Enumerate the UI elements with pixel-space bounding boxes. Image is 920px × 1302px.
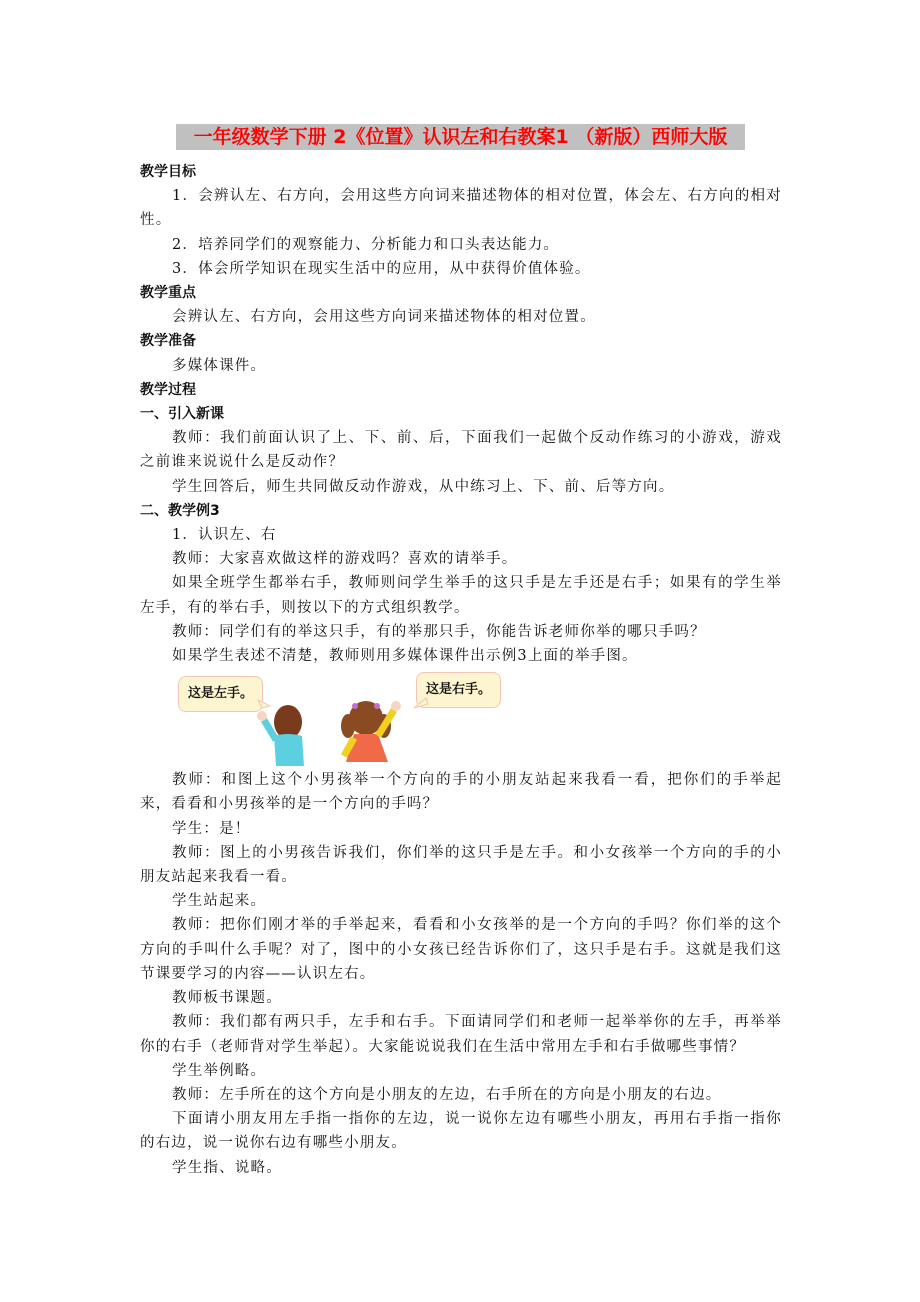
paragraph: 教师：图上的小男孩告诉我们，你们举的这只手是左手。和小女孩举一个方向的手的小朋友站起来我看一看。 bbox=[140, 844, 782, 886]
paragraph: 2．培养同学们的观察能力、分析能力和口头表达能力。 bbox=[172, 236, 560, 253]
section-heading: 教学目标 bbox=[140, 164, 196, 180]
paragraph: 学生：是！ bbox=[172, 820, 251, 837]
paragraph: 学生指、说略。 bbox=[172, 1159, 282, 1176]
document-title: 一年级数学下册 2《位置》认识左和右教案1 （新版）西师大版 bbox=[176, 124, 745, 150]
paragraph: 教师：把你们刚才举的手举起来，看看和小女孩举的是一个方向的手吗？你们举的这个方向的手叫什么手呢？对了，图中的小女孩已经告诉你们了，这只手是右手。这就是我们这节课要学习的内容——认识左右。 bbox=[140, 917, 782, 982]
paragraph: 下面请小朋友用左手指一指你的左边，说一说你左边有哪些小朋友，再用右手指一指你的右边，说一说你右边有哪些小朋友。 bbox=[140, 1111, 782, 1152]
section-heading: 二、教学例3 bbox=[140, 502, 220, 519]
paragraph: 教师：左手所在的这个方向是小朋友的左边，右手所在的方向是小朋友的右边。 bbox=[172, 1086, 722, 1103]
paragraph: 学生回答后，师生共同做反动作游戏，从中练习上、下、前、后等方向。 bbox=[172, 478, 675, 495]
paragraph: 如果全班学生都举右手，教师则问学生举手的这只手是左手还是右手；如果有的学生举左手，有的举右手，则按以下的方式组织教学。 bbox=[140, 575, 782, 616]
paragraph: 教师板书课题。 bbox=[172, 990, 282, 1007]
children-drawing bbox=[178, 670, 508, 768]
section-heading: 教学准备 bbox=[140, 333, 196, 350]
left-hand-speech-bubble: 这是左手。 bbox=[178, 676, 263, 712]
paragraph: 会辨认左、右方向，会用这些方向词来描述物体的相对位置。 bbox=[172, 309, 596, 326]
boy-head bbox=[274, 705, 302, 739]
boy-body bbox=[274, 734, 304, 766]
paragraph: 教师：我们都有两只手，左手和右手。下面请同学们和老师一起举举你的左手，再举举你的右手（老师背对学生举起）。大家能说说我们在生活中常用左手和右手做哪些事情？ bbox=[140, 1014, 782, 1055]
paragraph: 1．会辨认左、右方向，会用这些方向词来描述物体的相对位置，体会左、右方向的相对性。 bbox=[140, 188, 782, 229]
paragraph: 学生站起来。 bbox=[172, 893, 267, 910]
paragraph: 多媒体课件。 bbox=[172, 357, 267, 374]
right-hand-speech-bubble: 这是右手。 bbox=[416, 672, 501, 708]
section-heading: 教学过程 bbox=[140, 381, 196, 398]
document-body bbox=[140, 160, 782, 1180]
paragraph: 教师：和图上这个小男孩举一个方向的手的小朋友站起来我看一看，把你们的手举起来，看看和小男孩举的是一个方向的手吗？ bbox=[140, 772, 782, 813]
paragraph: 学生举例略。 bbox=[172, 1062, 267, 1079]
paragraph: 教师：同学们有的举这只手，有的举那只手，你能告诉老师你举的哪只手吗？ bbox=[172, 623, 706, 640]
paragraph: 1．认识左、右 bbox=[172, 527, 277, 544]
paragraph: 教师：我们前面认识了上、下、前、后，下面我们一起做个反动作练习的小游戏，游戏之前谁来说说什么是反动作？ bbox=[140, 430, 782, 471]
paragraph: 3．体会所学知识在现实生活中的应用，从中获得价值体验。 bbox=[172, 260, 591, 277]
paragraph: 如果学生表述不清楚，教师则用多媒体课件出示例3上面的举手图。 bbox=[172, 648, 638, 665]
hand-raising-illustration bbox=[178, 670, 508, 768]
section-heading: 一、引入新课 bbox=[140, 406, 224, 423]
section-heading: 教学重点 bbox=[140, 285, 196, 302]
paragraph: 教师：大家喜欢做这样的游戏吗？喜欢的请举手。 bbox=[172, 551, 518, 568]
